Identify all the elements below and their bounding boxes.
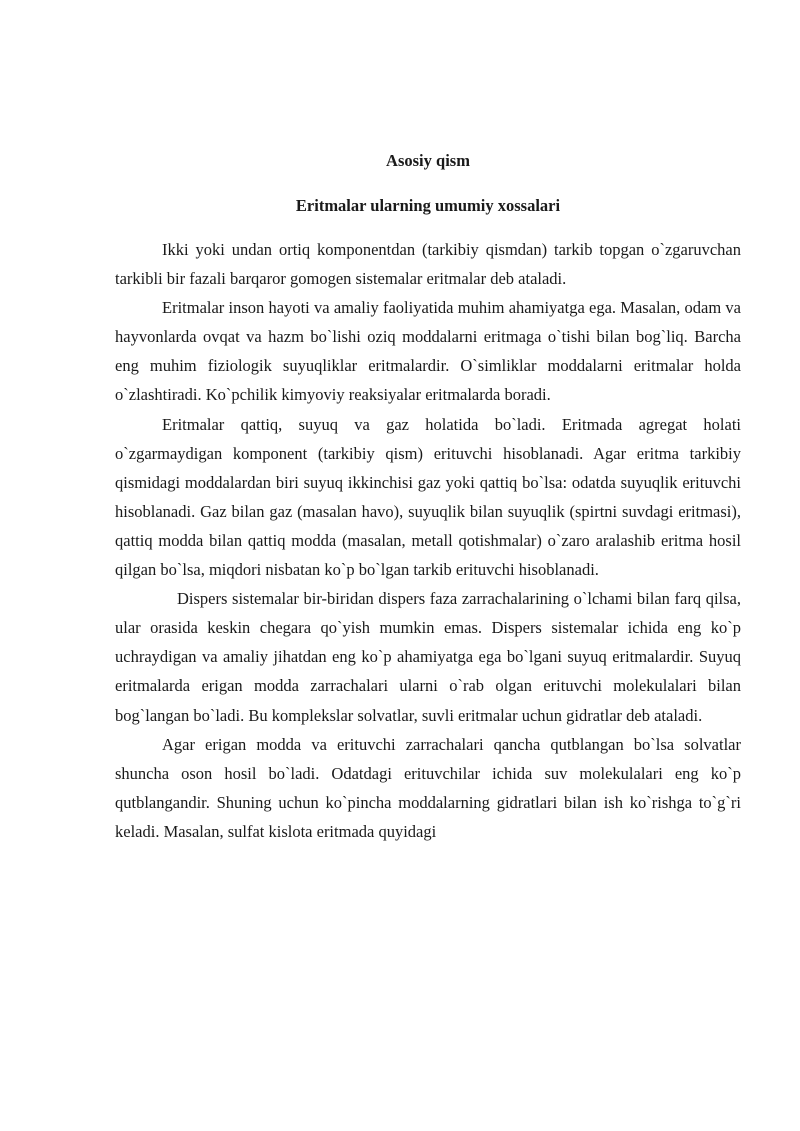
section-title: Asosiy qism	[386, 151, 470, 170]
paragraph-definition: Ikki yoki undan ortiq komponentdan (tarkibiy qismdan) tarkib topgan o`zgaruvchan tarkibli bir fazali barqaror gomogen sistemalar eritmalar deb ataladi.	[115, 240, 741, 289]
paragraph-states: Eritmalar qattiq, suyuq va gaz holatida bo`ladi. Eritmada agregat holati o`zgarmaydigan komponent (tarkibiy qism) erituvchi hisoblanadi. Agar eritma tarkibiy qismidagi moddalardan biri suyuq ikkinchisi gaz yoki qattiq bo`lsa: odatda suyuqlik erituvchi hisoblanadi. Gaz bilan gaz (masalan havo), suyuqlik bilan suyuqlik (spirtni suvdagi eritmasi), qattiq modda bilan qattiq modda (masalan, metall qotishmalar) o`zaro aralashib eritma hosil qilgan bo`lsa, miqdori nisbatan ko`p bo`lgan tarkib erituvchi hisoblanadi.	[115, 414, 741, 580]
paragraph-dispers-systems: Dispers sistemalar bir-biridan dispers faza zarrachalarining o`lchami bilan farq qilsa, ular orasida keskin chegara qo`yish mumkin emas. Dispers sistemalar ichida eng ko`p uchraydigan va amaliy jihatdan eng ko`p ahamiyatga ega bo`lgani suyuq eritmalardir. Suyuq eritmalarda erigan modda zarrachalari ularni o`rab olgan erituvchi molekulalari bilan bog`langan bo`ladi. Bu komplekslar solvatlar, suvli eritmalar uchun gidratlar deb ataladi.	[115, 589, 741, 725]
document-subtitle: Eritmalar ularning umumiy xossalari	[295, 196, 561, 215]
paragraph-importance: Eritmalar inson hayoti va amaliy faoliyatida muhim ahamiyatga ega. Masalan, odam va hayvonlarda ovqat va hazm bo`lishi oziq moddalarni eritmaga o`tishi bilan bog`liq. Barcha eng muhim fiziologik suyuqliklar eritmalardir. O`simliklar moddalarni eritmalar holda o`zlashtiradi. Ko`pchilik kimyoviy reaksiyalar eritmalarda boradi.	[115, 298, 741, 405]
document-body	[115, 235, 741, 846]
paragraph-solvates: Agar erigan modda va erituvchi zarrachalari qancha qutblangan bo`lsa solvatlar shuncha oson hosil bo`ladi. Odatdagi erituvchilar ichida suv molekulalari eng ko`p qutblangandir. Shuning uchun ko`pincha moddalarning gidratlari bilan ish ko`rishga to`g`ri keladi. Masalan, sulfat kislota eritmada quyidagi	[115, 734, 741, 841]
